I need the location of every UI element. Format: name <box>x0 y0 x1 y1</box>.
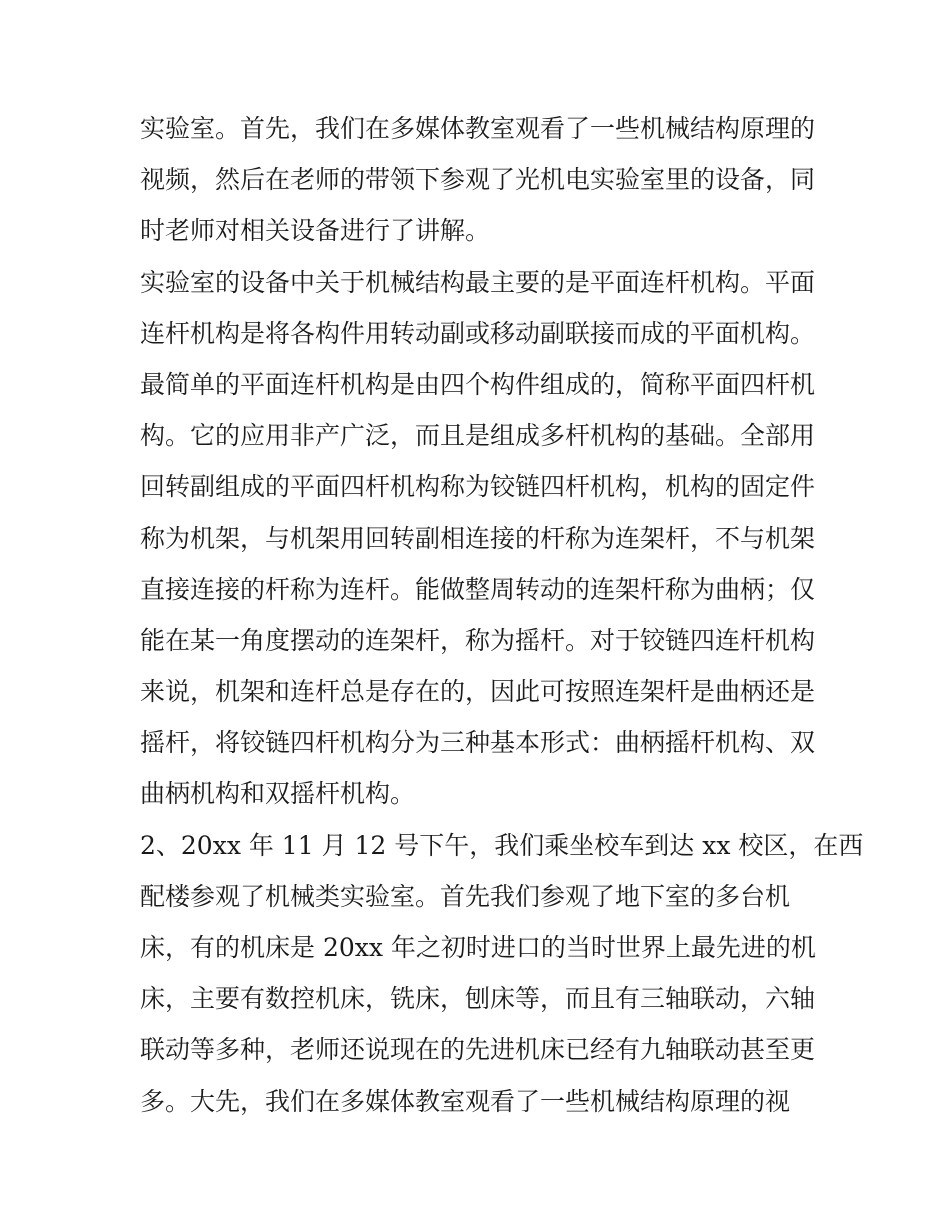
text-line: 配楼参观了机械类实验室。首先我们参观了地下室的多台机 <box>140 881 791 911</box>
text-line: 直接连接的杆称为连杆。能做整周转动的连架杆称为曲柄；仅 <box>140 574 816 604</box>
text-line: 摇杆，将铰链四杆机构分为三种基本形式：曲柄摇杆机构、双 <box>140 728 816 758</box>
text-line: 连杆机构是将各构件用转动副或移动副联接而成的平面机构。 <box>140 318 816 348</box>
text-line: 实验室。首先，我们在多媒体教室观看了一些机械结构原理的 <box>140 114 816 143</box>
text-line: 多。大先，我们在多媒体教室观看了一些机械结构原理的视 <box>140 1086 791 1116</box>
text-line: 联动等多种，老师还说现在的先进机床已经有九轴联动甚至更 <box>140 1035 816 1065</box>
text-line: 床，主要有数控机床，铣床，刨床等，而且有三轴联动，六轴 <box>140 984 816 1014</box>
text-line: 视频，然后在老师的带领下参观了光机电实验室里的设备，同 <box>140 165 816 195</box>
text-line: 构。它的应用非产广泛，而且是组成多杆机构的基础。全部用 <box>140 421 816 451</box>
text-line: 时老师对相关设备进行了讲解。 <box>140 216 491 246</box>
text-line: 来说，机架和连杆总是存在的，因此可按照连架杆是曲柄还是 <box>140 677 816 707</box>
text-line: 能在某一角度摆动的连架杆，称为摇杆。对于铰链四连杆机构 <box>140 625 816 655</box>
text-line: 称为机架，与机架用回转副相连接的杆称为连架杆，不与机架 <box>140 523 816 553</box>
text-line: 实验室的设备中关于机械结构最主要的是平面连杆机构。平面 <box>140 267 816 297</box>
text-line: 2、20xx 年 11 月 12 号下午，我们乘坐校车到达 xx 校区，在西 <box>140 830 864 860</box>
body-text <box>140 103 864 1127</box>
text-line: 曲柄机构和双摇杆机构。 <box>140 779 416 809</box>
text-line: 床，有的机床是 20xx 年之初时进口的当时世界上最先进的机 <box>140 933 816 962</box>
text-line: 回转副组成的平面四杆机构称为铰链四杆机构，机构的固定件 <box>140 472 816 502</box>
text-line: 最简单的平面连杆机构是由四个构件组成的，简称平面四杆机 <box>140 369 816 399</box>
